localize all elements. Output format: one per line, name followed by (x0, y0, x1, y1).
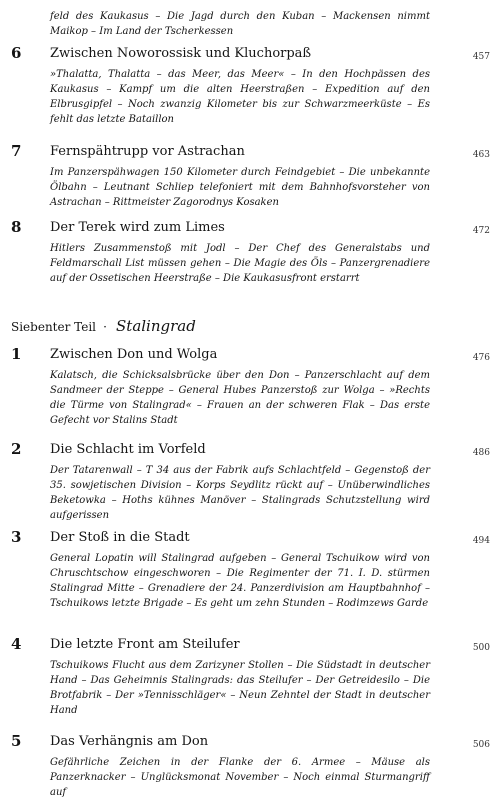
page-number: 500 (472, 643, 490, 653)
chapter-summary: Der Tatarenwall – T 34 aus der Fabrik aufs Schlachtfeld – Gegenstoß der 35. sowjetischen Division – Korps Seydlitz rückt auf – Unüberwindliches Beketowka – Hoths kühnes Manöver – Stalingrads Schutzstellung wird aufgerissen (50, 465, 430, 521)
page-number: 476 (472, 353, 490, 363)
page-number: 506 (472, 740, 490, 750)
chapter-title: Zwischen Noworossisk und Kluchorpaß (50, 46, 312, 61)
chapter-summary: Kalatsch, die Schicksalsbrücke über den Don – Panzerschlacht auf dem Sandmeer der Steppe – General Hubes Panzerstoß zur Wolga – »Rechts die Türme von Stalingrad« – Frauen an der schweren Flak – Das erste Gefecht vor Stalins Stadt (50, 370, 430, 426)
chapter-number: 8 (11, 218, 22, 236)
chapter-title: Zwischen Don und Wolga (50, 347, 218, 362)
chapter-number: 4 (11, 635, 22, 653)
chapter-title: Die letzte Front am Steilufer (50, 637, 240, 652)
chapter-number: 3 (11, 528, 22, 546)
chapter-number: 1 (11, 345, 22, 363)
chapter-summary: Tschuikows Flucht aus dem Zarizyner Stollen – Die Südstadt in deutscher Hand – Das Geheimnis Stalingrads: das Steilufer – Der Getreidesilo – Die Brotfabrik – Der »Tennisschläger« – Neun Zehntel der Stadt in deutscher Hand (50, 660, 430, 716)
chapter-title: Der Terek wird zum Limes (50, 220, 225, 235)
page-number: 457 (472, 52, 490, 62)
page-number: 463 (472, 150, 490, 160)
part-separator: · (103, 320, 107, 334)
chapter-summary: Im Panzerspähwagen 150 Kilometer durch Feindgebiet – Die unbekannte Ölbahn – Leutnant Schliep telefoniert mit dem Bahnhofsvorsteher von Astrachan – Rittmeister Zagorodnys Kosaken (50, 167, 430, 208)
chapter-title: Die Schlacht im Vorfeld (50, 442, 206, 457)
part-label: Siebenter Teil (11, 320, 96, 334)
chapter-number: 7 (11, 142, 22, 160)
chapter-title: Das Verhängnis am Don (50, 734, 209, 749)
chapter-number: 5 (11, 732, 22, 750)
chapter-summary: Gefährliche Zeichen in der Flanke der 6. Armee – Mäuse als Panzerknacker – Unglücksmonat November – Noch einmal Sturmangriff auf (50, 757, 430, 798)
page-number: 472 (472, 226, 490, 236)
chapter-number: 6 (11, 44, 22, 62)
continuation-text: feld des Kaukasus – Die Jagd durch den Kuban – Mackensen nimmt Maikop – Im Land der Tscherkessen (50, 11, 430, 37)
page-number: 494 (472, 536, 490, 546)
chapter-title: Fernspähtrupp vor Astrachan (50, 144, 245, 159)
part-title: Stalingrad (116, 317, 196, 335)
chapter-summary: »Thalatta, Thalatta – das Meer, das Meer« – In den Hochpässen des Kaukasus – Kampf um die alten Heerstraßen – Expedition auf den Elbrusgipfel – Noch zwanzig Kilometer bis zur Schwarzmeerküste – Es fehlt das letzte Bataillon (50, 69, 430, 125)
page-number: 486 (472, 448, 490, 458)
chapter-summary: General Lopatin will Stalingrad aufgeben – General Tschuikow wird von Chruschtschow eingeschworen – Die Regimenter der 71. I. D. stürmen Stalingrad Mitte – Grenadiere der 24. Panzerdivision am Hauptbahnhof – Tschuikows letzte Brigade – Es geht um zehn Stunden – Rodimzews Garde (50, 553, 430, 609)
part-heading (11, 316, 196, 335)
chapter-summary: Hitlers Zusammenstoß mit Jodl – Der Chef des Generalstabs und Feldmarschall List müssen gehen – Die Magie des Öls – Panzergrenadiere auf der Ossetischen Heerstraße – Die Kaukasusfront erstarrt (50, 243, 430, 284)
chapter-title: Der Stoß in die Stadt (50, 530, 190, 545)
chapter-number: 2 (11, 440, 22, 458)
